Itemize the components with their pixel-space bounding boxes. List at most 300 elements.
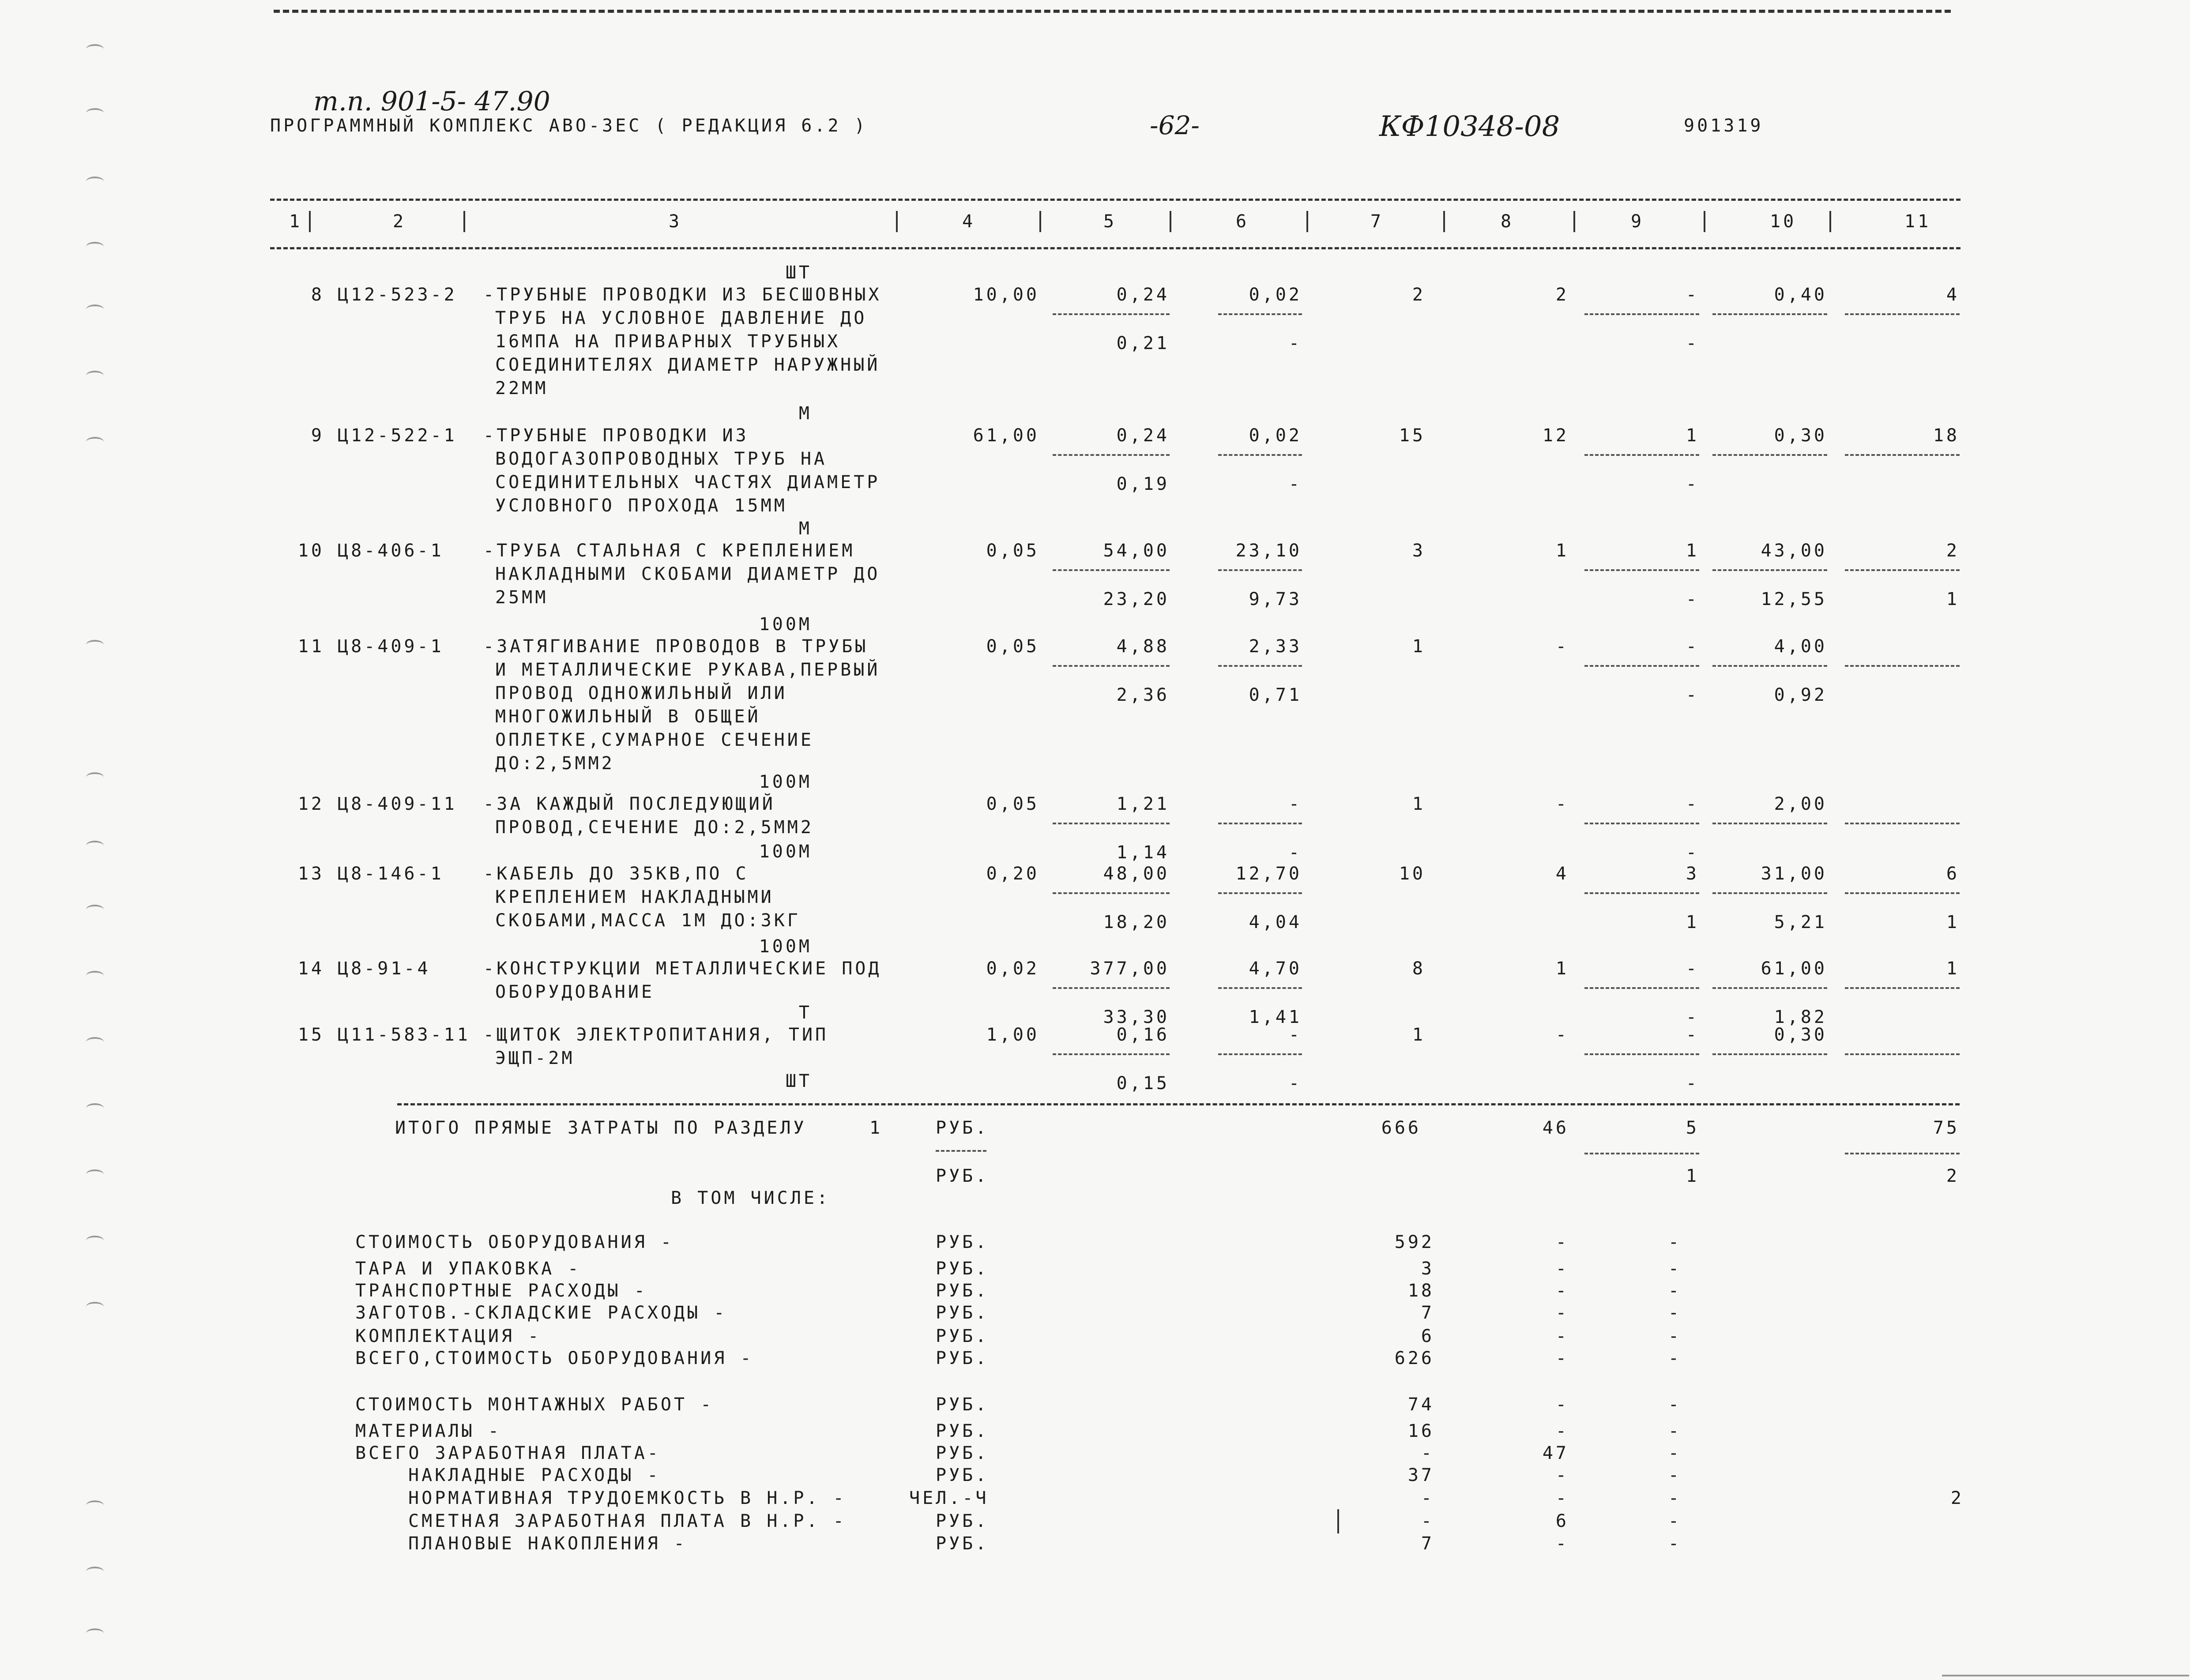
summary-col7: 16	[1407, 1421, 1434, 1441]
summary-unit: РУБ.	[936, 1348, 989, 1368]
summary-unit: РУБ.	[936, 1533, 989, 1554]
col5-value: 4,88	[1116, 636, 1170, 657]
col8-value: -	[1555, 1025, 1569, 1045]
col10-value: 0,40	[1774, 285, 1827, 305]
summary-col7: -	[1421, 1488, 1434, 1508]
summary-label: ПЛАНОВЫЕ НАКОПЛЕНИЯ -	[408, 1533, 687, 1554]
summary-unit: РУБ.	[936, 1326, 989, 1346]
value-divider	[1845, 313, 1960, 315]
row-number: 12	[297, 794, 324, 814]
program-name: ПРОГРАММНЫЙ КОМПЛЕКС АВО-3ЕС ( РЕДАКЦИЯ 6.2 )	[270, 116, 868, 136]
summary-col8: -	[1555, 1281, 1569, 1301]
summary-col8: -	[1555, 1465, 1569, 1485]
col10-value-secondary: 12,55	[1761, 589, 1827, 609]
col11-value: 6	[1946, 864, 1960, 884]
value-divider	[1584, 823, 1699, 824]
value-divider	[1584, 665, 1699, 667]
summary-label: НОРМАТИВНАЯ ТРУДОЕМКОСТЬ В Н.Р. -	[408, 1488, 847, 1508]
unit-label: 100М	[759, 842, 812, 862]
value-divider	[1218, 665, 1302, 667]
col10-value-secondary: 1,82	[1774, 1007, 1827, 1027]
col10-value: 43,00	[1761, 541, 1827, 561]
totals-section: 1	[869, 1118, 883, 1138]
row-description-line: ДО:2,5ММ2	[495, 753, 615, 774]
value-divider	[1712, 665, 1827, 667]
margin-mark	[86, 1628, 104, 1638]
header-bottom-line	[270, 247, 1960, 249]
row-description-line: 16МПА НА ПРИВАРНЫХ ТРУБНЫХ	[495, 331, 841, 352]
summary-col7: 74	[1407, 1394, 1434, 1415]
quantity: 0,05	[986, 541, 1039, 561]
summary-label: ТАРА И УПАКОВКА -	[355, 1259, 581, 1279]
summary-col8: -	[1555, 1303, 1569, 1323]
scan-mark	[1337, 1509, 1339, 1533]
value-divider	[1053, 313, 1170, 315]
unit-label: 100М	[759, 936, 812, 957]
margin-mark	[86, 1169, 104, 1179]
row-description-line: ОПЛЕТКЕ,СУМАРНОЕ СЕЧЕНИЕ	[495, 730, 814, 750]
col6-value: 0,02	[1249, 425, 1302, 446]
value-divider	[1053, 823, 1170, 824]
col11-value-secondary: 1	[1946, 912, 1960, 932]
header-top-line	[270, 199, 1960, 201]
col5-value: 48,00	[1103, 864, 1170, 884]
column-number: 3	[669, 211, 682, 232]
col9-value-secondary: -	[1686, 474, 1699, 494]
value-divider	[1712, 892, 1827, 894]
col11-value: 2	[1946, 541, 1960, 561]
value-divider	[1845, 569, 1960, 571]
summary-col8: 6	[1555, 1511, 1569, 1531]
col9-value: 1	[1686, 541, 1699, 561]
col9-value: -	[1686, 1025, 1699, 1045]
summary-col11: 2	[1950, 1488, 1964, 1508]
col8-value: 1	[1555, 541, 1569, 561]
margin-mark	[86, 304, 104, 314]
handwritten-project-number: т.п. 901-5- 47.90	[313, 86, 550, 117]
row-code: Ц12-523-2	[338, 285, 457, 305]
column-separator	[1443, 211, 1445, 232]
col6-value-secondary: 4,04	[1249, 912, 1302, 932]
col8-value: -	[1555, 636, 1569, 657]
unit-label: М	[798, 519, 812, 539]
summary-col7: 3	[1421, 1259, 1434, 1279]
summary-col8: 47	[1542, 1443, 1569, 1463]
column-number: 9	[1631, 211, 1644, 232]
col5-value: 0,16	[1116, 1025, 1170, 1045]
col11-value: 1	[1946, 958, 1960, 979]
quantity: 61,00	[973, 425, 1039, 446]
value-divider	[1845, 987, 1960, 989]
totals-col9: 5	[1686, 1118, 1699, 1138]
col9-value-secondary: -	[1686, 589, 1699, 609]
summary-unit: РУБ.	[936, 1443, 989, 1463]
col11-value: 4	[1946, 285, 1960, 305]
summary-label: ВСЕГО,СТОИМОСТЬ ОБОРУДОВАНИЯ -	[355, 1348, 754, 1368]
margin-mark	[86, 437, 104, 447]
summary-col9: -	[1668, 1465, 1682, 1485]
summary-col8: -	[1555, 1533, 1569, 1554]
column-number: 2	[393, 211, 406, 232]
col10-value: 0,30	[1774, 1025, 1827, 1045]
value-divider	[1053, 665, 1170, 667]
summary-label: НАКЛАДНЫЕ РАСХОДЫ -	[408, 1465, 661, 1485]
totals-col11-b: 2	[1946, 1166, 1960, 1186]
summary-col9: -	[1668, 1326, 1682, 1346]
row-number: 11	[297, 636, 324, 657]
margin-mark	[86, 772, 104, 782]
col10-value-secondary: 5,21	[1774, 912, 1827, 932]
col6-value: 4,70	[1249, 958, 1302, 979]
col9-value: 3	[1686, 864, 1699, 884]
column-separator	[463, 211, 465, 232]
margin-mark	[86, 1037, 104, 1047]
totals-unit: РУБ.	[936, 1118, 989, 1138]
margin-mark	[86, 971, 104, 981]
row-number: 14	[297, 958, 324, 979]
unit-label: М	[798, 403, 812, 424]
summary-col9: -	[1668, 1443, 1682, 1463]
totals-unit-underline	[936, 1150, 986, 1152]
column-number: 10	[1770, 211, 1797, 232]
including-label: В ТОМ ЧИСЛЕ:	[671, 1188, 830, 1208]
row-description-line: 25ММ	[495, 587, 549, 608]
col5-value: 0,24	[1116, 425, 1170, 446]
value-divider	[1712, 454, 1827, 456]
col8-value: 12	[1542, 425, 1569, 446]
col5-value: 0,24	[1116, 285, 1170, 305]
col9-value-secondary: -	[1686, 842, 1699, 863]
row-description-line: ВОДОГАЗОПРОВОДНЫХ ТРУБ НА	[495, 449, 828, 469]
summary-col9: -	[1668, 1348, 1682, 1368]
col10-value: 2,00	[1774, 794, 1827, 814]
totals-divider-11	[1845, 1153, 1960, 1154]
row-description-line: СОЕДИНИТЕЛЯХ ДИАМЕТР НАРУЖНЫЙ	[495, 355, 881, 375]
col7-value: 10	[1399, 864, 1426, 884]
summary-unit: ЧЕЛ.-Ч	[909, 1488, 989, 1508]
value-divider	[1218, 823, 1302, 824]
row-description-line: МНОГОЖИЛЬНЫЙ В ОБЩЕЙ	[495, 707, 761, 727]
summary-unit: РУБ.	[936, 1394, 989, 1415]
top-border-line	[274, 10, 1951, 13]
margin-mark	[86, 242, 104, 252]
col10-value: 31,00	[1761, 864, 1827, 884]
summary-unit: РУБ.	[936, 1511, 989, 1531]
col10-value: 4,00	[1774, 636, 1827, 657]
totals-col11: 75	[1933, 1118, 1960, 1138]
value-divider	[1218, 892, 1302, 894]
col9-value: 1	[1686, 425, 1699, 446]
col7-value: 3	[1412, 541, 1426, 561]
col9-value-secondary: -	[1686, 685, 1699, 705]
margin-mark	[86, 640, 104, 650]
col8-value: 2	[1555, 285, 1569, 305]
totals-label: ИТОГО ПРЯМЫЕ ЗАТРАТЫ ПО РАЗДЕЛУ	[395, 1118, 807, 1138]
unit-label: ШТ	[785, 1071, 812, 1091]
col6-value: -	[1288, 1025, 1302, 1045]
column-separator	[1573, 211, 1575, 232]
column-number: 6	[1236, 211, 1249, 232]
summary-col8: -	[1555, 1421, 1569, 1441]
value-divider	[1053, 987, 1170, 989]
value-divider	[1845, 1053, 1960, 1055]
value-divider	[1712, 313, 1827, 315]
summary-col8: -	[1555, 1488, 1569, 1508]
col5-value: 1,21	[1116, 794, 1170, 814]
margin-mark	[86, 1236, 104, 1245]
unit-label: ШТ	[785, 263, 812, 283]
row-code: Ц8-409-11	[338, 794, 457, 814]
summary-col8: -	[1555, 1326, 1569, 1346]
col7-value: 1	[1412, 1025, 1426, 1045]
unit-label: 100М	[759, 614, 812, 635]
summary-label: СТОИМОСТЬ ОБОРУДОВАНИЯ -	[355, 1232, 674, 1252]
col5-value-secondary: 18,20	[1103, 912, 1170, 932]
summary-col9: -	[1668, 1281, 1682, 1301]
margin-mark	[86, 1567, 104, 1576]
col7-value: 8	[1412, 958, 1426, 979]
col7-value: 15	[1399, 425, 1426, 446]
totals-col8: 46	[1542, 1118, 1569, 1138]
summary-col9: -	[1668, 1394, 1682, 1415]
value-divider	[1584, 313, 1699, 315]
col6-value-secondary: 9,73	[1249, 589, 1302, 609]
column-separator	[896, 211, 898, 232]
quantity: 10,00	[973, 285, 1039, 305]
value-divider	[1218, 454, 1302, 456]
summary-unit: РУБ.	[936, 1303, 989, 1323]
row-description-line: -КАБЕЛЬ ДО 35КВ,ПО С	[483, 864, 749, 884]
unit-label: 100М	[759, 772, 812, 792]
row-description-line: -ТРУБА СТАЛЬНАЯ С КРЕПЛЕНИЕМ	[483, 541, 855, 561]
col9-value: -	[1686, 285, 1699, 305]
margin-mark	[86, 1103, 104, 1113]
value-divider	[1712, 1053, 1827, 1055]
quantity: 0,05	[986, 794, 1039, 814]
summary-label: ЗАГОТОВ.-СКЛАДСКИЕ РАСХОДЫ -	[355, 1303, 727, 1323]
row-description-line: И МЕТАЛЛИЧЕСКИЕ РУКАВА,ПЕРВЫЙ	[495, 660, 881, 680]
column-number: 1	[289, 211, 303, 232]
summary-unit: РУБ.	[936, 1421, 989, 1441]
row-code: Ц8-146-1	[338, 864, 444, 884]
value-divider	[1845, 892, 1960, 894]
col10-value: 61,00	[1761, 958, 1827, 979]
row-description-line: -ЗА КАЖДЫЙ ПОСЛЕДУЮЩИЙ	[483, 794, 775, 814]
column-number: 5	[1103, 211, 1117, 232]
col9-value: -	[1686, 636, 1699, 657]
col6-value-secondary: -	[1288, 333, 1302, 353]
unit-label: Т	[798, 1003, 812, 1023]
row-description-line: ОБОРУДОВАНИЕ	[495, 982, 655, 1002]
quantity: 0,02	[986, 958, 1039, 979]
col5-value-secondary: 0,19	[1116, 474, 1170, 494]
column-separator	[1704, 211, 1705, 232]
value-divider	[1584, 454, 1699, 456]
col10-value-secondary: 0,92	[1774, 685, 1827, 705]
row-number: 8	[311, 285, 324, 305]
col9-value-secondary: -	[1686, 1007, 1699, 1027]
row-description-line: 22ММ	[495, 378, 549, 398]
totals-col9-b: 1	[1686, 1166, 1699, 1186]
summary-col7: 592	[1394, 1232, 1434, 1252]
summary-unit: РУБ.	[936, 1281, 989, 1301]
col11-value: 18	[1933, 425, 1960, 446]
row-code: Ц8-406-1	[338, 541, 444, 561]
column-number: 7	[1370, 211, 1384, 232]
bottom-edge-line	[1942, 1675, 2189, 1676]
col5-value-secondary: 0,15	[1116, 1073, 1170, 1094]
quantity: 0,20	[986, 864, 1039, 884]
value-divider	[1584, 1053, 1699, 1055]
summary-col9: -	[1668, 1259, 1682, 1279]
totals-line	[397, 1103, 1960, 1105]
column-number: 8	[1501, 211, 1514, 232]
value-divider	[1218, 569, 1302, 571]
quantity: 1,00	[986, 1025, 1039, 1045]
value-divider	[1053, 1053, 1170, 1055]
col5-value-secondary: 33,30	[1103, 1007, 1170, 1027]
summary-col9: -	[1668, 1421, 1682, 1441]
summary-col7: -	[1421, 1443, 1434, 1463]
summary-col9: -	[1668, 1303, 1682, 1323]
summary-label: СТОИМОСТЬ МОНТАЖНЫХ РАБОТ -	[355, 1394, 714, 1415]
value-divider	[1584, 892, 1699, 894]
col9-value: -	[1686, 794, 1699, 814]
margin-mark	[86, 371, 104, 380]
value-divider	[1712, 569, 1827, 571]
margin-mark	[86, 1302, 104, 1312]
row-code: Ц11-583-11	[338, 1025, 470, 1045]
margin-mark	[86, 1500, 104, 1510]
totals-unit-2: РУБ.	[936, 1166, 989, 1186]
row-code: Ц12-522-1	[338, 425, 457, 446]
summary-col8: -	[1555, 1394, 1569, 1415]
summary-col9: -	[1668, 1511, 1682, 1531]
col5-value-secondary: 1,14	[1116, 842, 1170, 863]
value-divider	[1584, 569, 1699, 571]
col8-value: 1	[1555, 958, 1569, 979]
margin-mark	[86, 905, 104, 914]
col11-value-secondary: 1	[1946, 589, 1960, 609]
value-divider	[1845, 454, 1960, 456]
col6-value: 2,33	[1249, 636, 1302, 657]
col9-value-secondary: -	[1686, 333, 1699, 353]
row-number: 15	[297, 1025, 324, 1045]
col6-value-secondary: -	[1288, 842, 1302, 863]
summary-unit: РУБ.	[936, 1232, 989, 1252]
column-separator	[1306, 211, 1308, 232]
col8-value: 4	[1555, 864, 1569, 884]
col6-value-secondary: -	[1288, 1073, 1302, 1094]
summary-col7: -	[1421, 1511, 1434, 1531]
value-divider	[1053, 569, 1170, 571]
margin-mark	[86, 841, 104, 850]
row-number: 10	[297, 541, 324, 561]
row-number: 13	[297, 864, 324, 884]
summary-col9: -	[1668, 1488, 1682, 1508]
summary-col9: -	[1668, 1232, 1682, 1252]
column-separator	[1829, 211, 1831, 232]
value-divider	[1218, 987, 1302, 989]
row-description-line: -КОНСТРУКЦИИ МЕТАЛЛИЧЕСКИЕ ПОД	[483, 958, 882, 979]
margin-mark	[86, 44, 104, 54]
summary-label: ТРАНСПОРТНЫЕ РАСХОДЫ -	[355, 1281, 647, 1301]
col6-value: 12,70	[1235, 864, 1302, 884]
totals-divider-9	[1584, 1153, 1699, 1154]
col5-value-secondary: 23,20	[1103, 589, 1170, 609]
row-description-line: -ЩИТОК ЭЛЕКТРОПИТАНИЯ, ТИП	[483, 1025, 829, 1045]
row-number: 9	[311, 425, 324, 446]
col5-value-secondary: 2,36	[1116, 685, 1170, 705]
col9-value-secondary: 1	[1686, 912, 1699, 932]
summary-label: СМЕТНАЯ ЗАРАБОТНАЯ ПЛАТА В Н.Р. -	[408, 1511, 847, 1531]
col6-value-secondary: 1,41	[1249, 1007, 1302, 1027]
totals-col7: 666	[1381, 1118, 1421, 1138]
value-divider	[1584, 987, 1699, 989]
row-description-line: КРЕПЛЕНИЕМ НАКЛАДНЫМИ	[495, 887, 774, 907]
value-divider	[1845, 665, 1960, 667]
summary-col7: 37	[1407, 1465, 1434, 1485]
summary-col7: 7	[1421, 1303, 1434, 1323]
summary-col8: -	[1555, 1232, 1569, 1252]
col5-value: 377,00	[1090, 958, 1170, 979]
quantity: 0,05	[986, 636, 1039, 657]
row-code: Ц8-409-1	[338, 636, 444, 657]
summary-unit: РУБ.	[936, 1465, 989, 1485]
value-divider	[1053, 454, 1170, 456]
row-code: Ц8-91-4	[338, 958, 431, 979]
col6-value: 23,10	[1235, 541, 1302, 561]
col6-value: -	[1288, 794, 1302, 814]
column-number: 11	[1904, 211, 1931, 232]
col8-value: -	[1555, 794, 1569, 814]
row-description-line: -ТРУБНЫЕ ПРОВОДКИ ИЗ	[483, 425, 749, 446]
column-separator	[1170, 211, 1171, 232]
row-description-line: УСЛОВНОГО ПРОХОДА 15ММ	[495, 496, 787, 516]
summary-unit: РУБ.	[936, 1259, 989, 1279]
row-description-line: ПРОВОД,СЕЧЕНИЕ ДО:2,5ММ2	[495, 817, 814, 838]
value-divider	[1845, 823, 1960, 824]
row-description-line: НАКЛАДНЫМИ СКОБАМИ ДИАМЕТР ДО	[495, 564, 881, 584]
summary-col7: 626	[1394, 1348, 1434, 1368]
value-divider	[1053, 892, 1170, 894]
document-code: КФ10348-08	[1379, 110, 1560, 143]
column-separator	[1039, 211, 1041, 232]
row-description-line: ТРУБ НА УСЛОВНОЕ ДАВЛЕНИЕ ДО	[495, 308, 867, 328]
col7-value: 2	[1412, 285, 1426, 305]
summary-col7: 18	[1407, 1281, 1434, 1301]
column-separator	[309, 211, 311, 232]
row-description-line: ЭЩП-2М	[495, 1048, 575, 1068]
summary-label: КОМПЛЕКТАЦИЯ -	[355, 1326, 542, 1346]
value-divider	[1712, 987, 1827, 989]
col6-value-secondary: -	[1288, 474, 1302, 494]
value-divider	[1218, 313, 1302, 315]
col6-value-secondary: 0,71	[1249, 685, 1302, 705]
row-description-line: ПРОВОД ОДНОЖИЛЬНЫЙ ИЛИ	[495, 683, 787, 703]
value-divider	[1218, 1053, 1302, 1055]
col7-value: 1	[1412, 636, 1426, 657]
summary-col8: -	[1555, 1259, 1569, 1279]
document-id: 901319	[1684, 116, 1764, 136]
summary-label: ВСЕГО ЗАРАБОТНАЯ ПЛАТА-	[355, 1443, 661, 1463]
col10-value: 0,30	[1774, 425, 1827, 446]
col5-value-secondary: 0,21	[1116, 333, 1170, 353]
col6-value: 0,02	[1249, 285, 1302, 305]
summary-col7: 6	[1421, 1326, 1434, 1346]
row-description-line: СОЕДИНИТЕЛЬНЫХ ЧАСТЯХ ДИАМЕТР	[495, 472, 881, 492]
row-description-line: -ЗАТЯГИВАНИЕ ПРОВОДОВ В ТРУБЫ	[483, 636, 869, 657]
